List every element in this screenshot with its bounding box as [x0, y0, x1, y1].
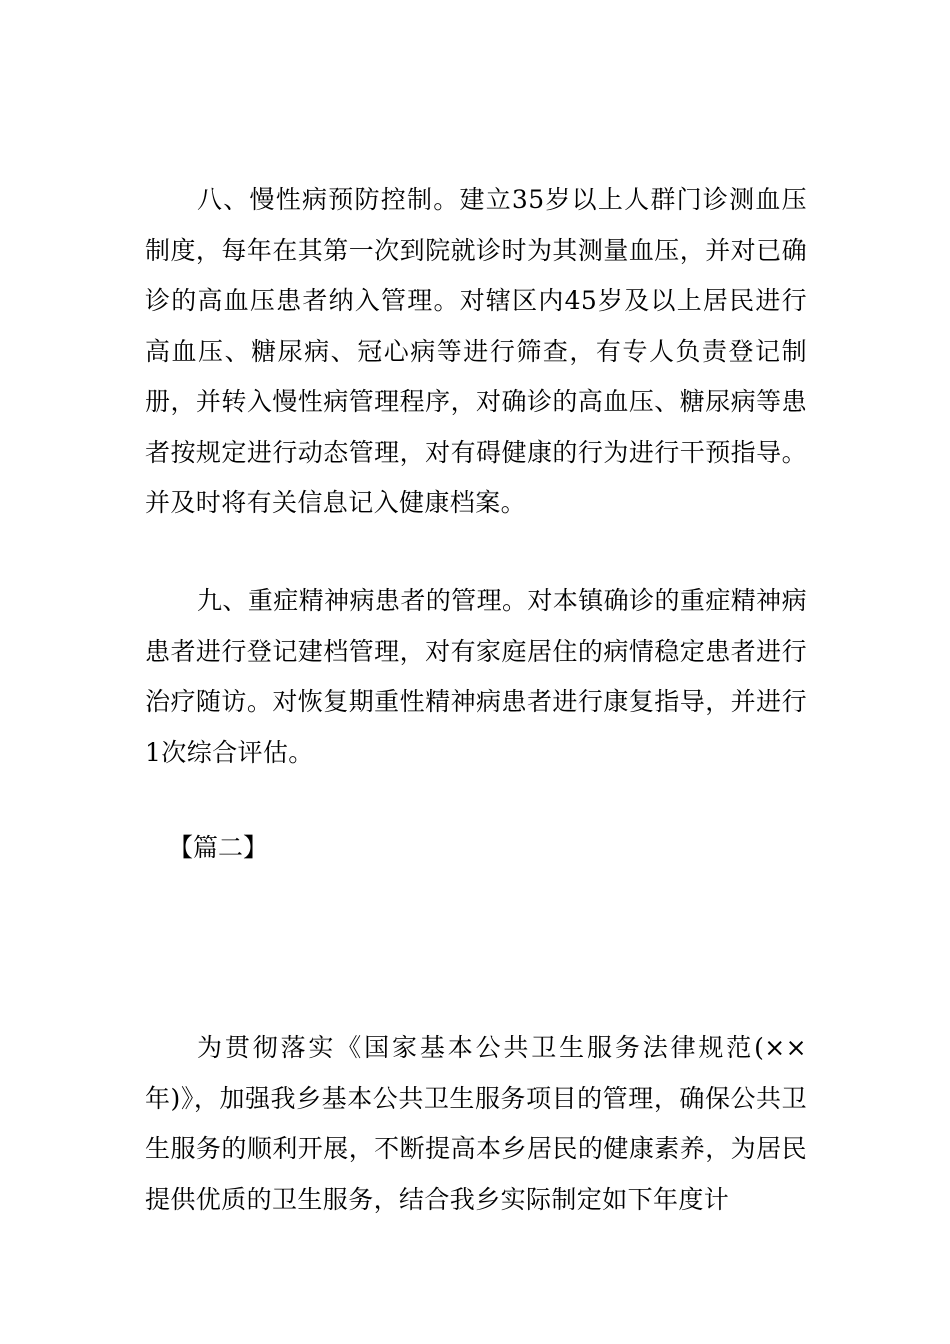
- paragraph-mental-illness-management: 九、重症精神病患者的管理。对本镇确诊的重症精神病患者进行登记建档管理，对有家庭居住的病情稳定患者进行治疗随访。对恢复期重性精神病患者进行康复指导，并进行1次综合评估。: [145, 586, 807, 767]
- paragraph-chronic-disease-control: 八、慢性病预防控制。建立35岁以上人群门诊测血压制度，每年在其第一次到院就诊时为其测量血压，并对已确诊的高血压患者纳入管理。对辖区内45岁及以上居民进行高血压、糖尿病、冠心病等进行筛查，有专人负责登记制册，并转入慢性病管理程序，对确诊的高血压、糖尿病等患者按规定进行动态管理，对有碍健康的行为进行干预指导。并及时将有关信息记入健康档案。: [145, 185, 807, 517]
- section-heading: 【篇二】: [168, 833, 269, 862]
- paragraph-intro: 为贯彻落实《国家基本公共卫生服务法律规范(××年)》，加强我乡基本公共卫生服务项目的管理，确保公共卫生服务的顺利开展，不断提高本乡居民的健康素养，为居民提供优质的卫生服务，结合我乡实际制定如下年度计: [145, 1033, 807, 1214]
